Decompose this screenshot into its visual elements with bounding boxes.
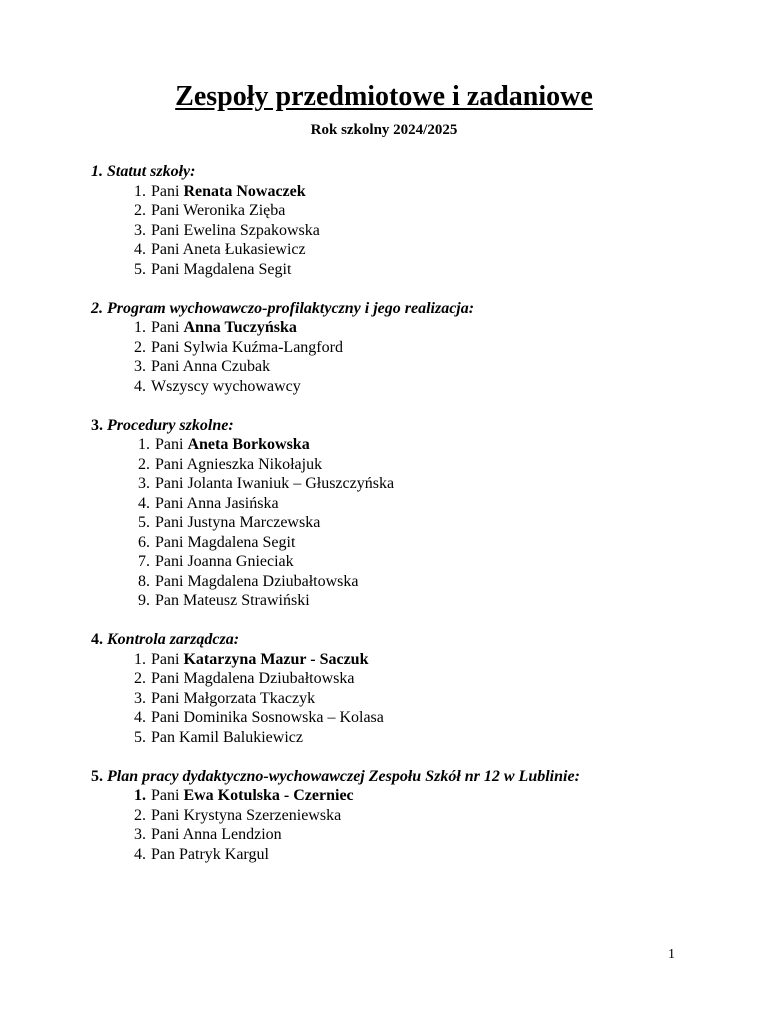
list-index: 3.	[134, 358, 146, 375]
member-prefix: Pani	[151, 358, 183, 375]
member-name: Agnieszka Nikołajuk	[186, 455, 323, 473]
member-prefix: Pani	[151, 650, 184, 668]
member-name: Joanna Gnieciak	[187, 553, 294, 570]
member-prefix: Pani	[151, 338, 184, 356]
section-heading	[91, 630, 731, 650]
member-prefix: Pani	[155, 533, 188, 551]
list-item	[91, 240, 731, 260]
member-name: Anna Jasińska	[186, 494, 279, 512]
list-item	[91, 728, 731, 748]
list-index: 3.	[134, 689, 146, 707]
member-name-leader: Katarzyna Mazur - Saczuk	[183, 650, 369, 668]
member-prefix: Pani	[151, 709, 184, 726]
member-name: Magdalena Dziubałtowska	[183, 670, 355, 687]
list-item	[91, 572, 731, 592]
section-number: 3.	[91, 416, 103, 434]
member-prefix: Pan	[151, 845, 179, 863]
member-name: Weronika Zięba	[183, 202, 286, 219]
list-index: 9.	[138, 592, 150, 609]
list-index: 6.	[138, 533, 150, 551]
member-name-leader: Aneta Borkowska	[187, 436, 310, 453]
list-item	[91, 533, 731, 553]
section-number: 4.	[91, 631, 103, 648]
page-title: Zespoły przedmiotowe i zadaniowe	[175, 81, 593, 112]
section-title: Procedury szkolne:	[103, 416, 234, 434]
list-index: 4.	[134, 845, 146, 863]
list-item	[91, 650, 731, 670]
member-prefix: Pani	[151, 241, 183, 258]
member-prefix: Pani	[155, 514, 188, 531]
list-item	[91, 845, 731, 865]
section-procedury	[91, 416, 731, 611]
team-sections	[91, 162, 731, 884]
list-index: 3.	[138, 475, 150, 492]
list-index: 8.	[138, 572, 150, 590]
member-list	[91, 650, 731, 748]
list-index: 7.	[138, 553, 150, 570]
list-item	[91, 357, 731, 377]
list-index: 5.	[134, 260, 146, 278]
member-prefix: Pani	[155, 475, 188, 492]
member-name: Sylwia Kuźma-Langford	[183, 338, 343, 356]
member-prefix: Pani	[151, 826, 183, 843]
member-name: Anna Czubak	[182, 358, 271, 375]
list-item	[91, 494, 731, 514]
section-title: Kontrola zarządcza:	[103, 631, 240, 648]
member-name: Małgorzata Tkaczyk	[183, 689, 316, 707]
list-item	[91, 513, 731, 533]
list-index: 1.	[134, 319, 146, 336]
list-index: 1.	[134, 182, 146, 200]
list-index: 3.	[134, 221, 146, 239]
member-list	[91, 182, 731, 280]
member-list	[91, 318, 731, 396]
member-name-leader: Renata Nowaczek	[183, 182, 306, 200]
list-index: 3.	[134, 826, 146, 843]
list-index: 2.	[138, 455, 150, 473]
list-item	[91, 182, 731, 202]
member-prefix: Pani	[155, 553, 188, 570]
section-heading	[91, 767, 731, 787]
member-prefix: Pani	[151, 319, 184, 336]
member-list	[91, 435, 731, 611]
section-title: Statut szkoły:	[103, 163, 196, 180]
member-prefix: Pani	[151, 670, 184, 687]
member-name: Mateusz Strawiński	[183, 592, 310, 609]
list-item	[91, 689, 731, 709]
list-item	[91, 474, 731, 494]
member-prefix: Pan	[155, 592, 183, 609]
section-title: Plan pracy dydaktyczno-wychowawczej Zespołu Szkół nr 12 w Lublinie:	[103, 767, 580, 785]
page-number: 1	[668, 947, 675, 962]
list-index: 5.	[134, 728, 146, 746]
section-heading	[91, 162, 731, 182]
list-index: 1.	[134, 650, 146, 668]
member-name: Patryk Kargul	[179, 845, 269, 863]
section-number: 1.	[91, 163, 103, 180]
member-prefix: Pani	[151, 260, 184, 278]
section-heading	[91, 416, 731, 436]
section-number: 2.	[91, 299, 103, 317]
section-number: 5.	[91, 767, 103, 785]
list-item	[91, 221, 731, 241]
member-list	[91, 786, 731, 864]
member-prefix: Pani	[155, 455, 187, 473]
member-prefix: Pani	[151, 806, 184, 824]
list-index: 4.	[134, 241, 146, 258]
list-item	[91, 825, 731, 845]
list-item	[91, 708, 731, 728]
member-prefix: Pani	[151, 202, 184, 219]
section-kontrola	[91, 630, 731, 747]
member-name: Jolanta Iwaniuk – Głuszczyńska	[187, 475, 395, 492]
list-index: 1.	[134, 787, 146, 804]
member-name: Anna Lendzion	[182, 826, 282, 843]
list-item	[91, 377, 731, 397]
member-name: Justyna Marczewska	[187, 514, 321, 531]
member-prefix: Pani	[151, 689, 184, 707]
list-item	[91, 455, 731, 475]
list-item	[91, 338, 731, 358]
list-index: 4.	[134, 709, 146, 726]
section-title: Program wychowawczo-profilaktyczny i jego realizacja:	[103, 299, 475, 317]
member-name: Magdalena Segit	[187, 533, 296, 551]
list-item	[91, 669, 731, 689]
member-name: Ewelina Szpakowska	[183, 221, 320, 239]
list-index: 1.	[138, 436, 150, 453]
member-name: Krystyna Szerzeniewska	[183, 806, 342, 824]
member-prefix: Pani	[151, 182, 184, 200]
section-statut	[91, 162, 731, 279]
member-name: Aneta Łukasiewicz	[182, 241, 306, 258]
list-item	[91, 201, 731, 221]
list-item	[91, 552, 731, 572]
list-item	[91, 435, 731, 455]
list-index: 4.	[134, 377, 146, 395]
section-heading	[91, 299, 731, 319]
list-index: 2.	[134, 338, 146, 356]
list-index: 2.	[134, 202, 146, 219]
list-index: 4.	[138, 494, 150, 512]
list-index: 2.	[134, 806, 146, 824]
list-item	[91, 806, 731, 826]
list-index: 5.	[138, 514, 150, 531]
member-prefix: Pani	[155, 436, 188, 453]
list-item	[91, 786, 731, 806]
list-item	[91, 591, 731, 611]
member-prefix: Pani	[151, 221, 184, 239]
member-name: Wszyscy wychowawcy	[151, 377, 301, 395]
list-item	[91, 318, 731, 338]
member-name: Dominika Sosnowska – Kolasa	[183, 709, 384, 726]
list-index: 2.	[134, 670, 146, 687]
member-name: Magdalena Segit	[183, 260, 292, 278]
member-prefix: Pan	[151, 728, 179, 746]
list-item	[91, 260, 731, 280]
member-name: Kamil Balukiewicz	[179, 728, 303, 746]
section-program	[91, 299, 731, 397]
section-plan-pracy	[91, 767, 731, 865]
member-name: Magdalena Dziubałtowska	[187, 572, 359, 590]
school-year-subtitle: Rok szkolny 2024/2025	[310, 122, 458, 138]
member-name-leader: Anna Tuczyńska	[183, 319, 297, 336]
member-prefix: Pani	[155, 572, 188, 590]
member-name-leader: Ewa Kotulska - Czerniec	[183, 787, 354, 804]
member-prefix: Pani	[155, 494, 187, 512]
member-prefix: Pani	[151, 787, 184, 804]
